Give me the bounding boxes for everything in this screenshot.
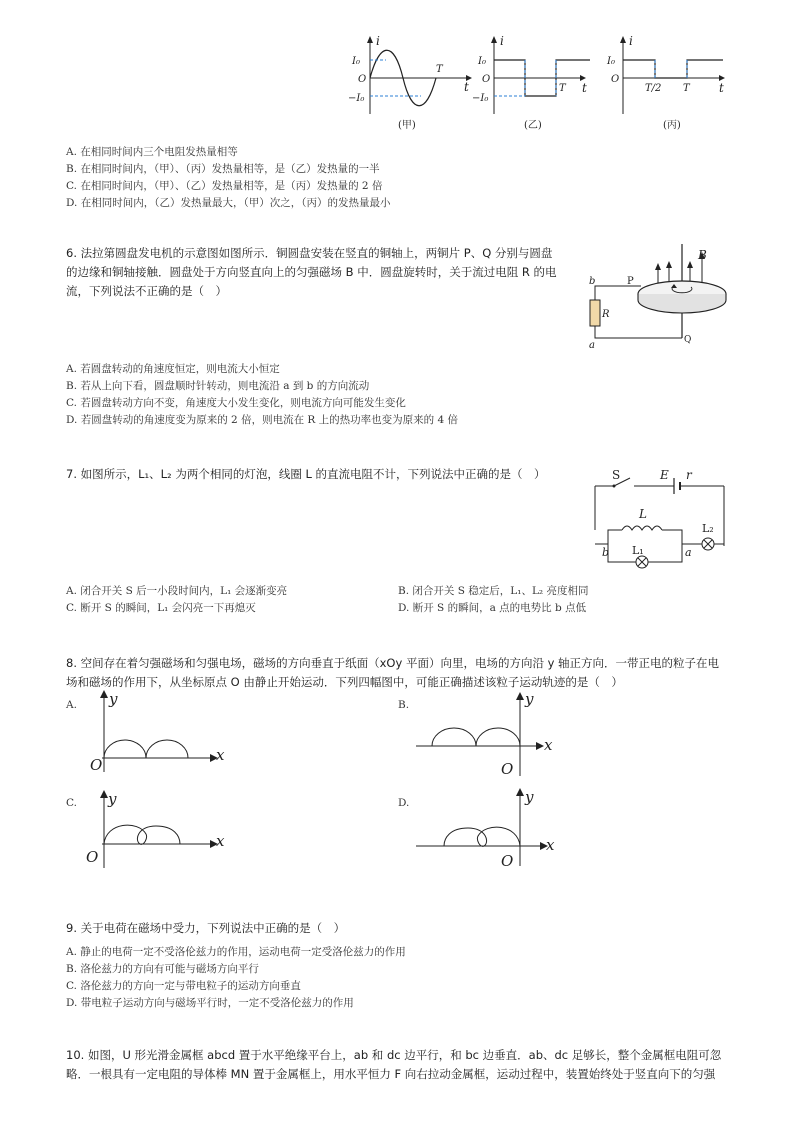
q6-option-b[interactable]: B. 若从上向下看，圆盘顺时针转动，则电流沿 a 到 b 的方向流动: [66, 380, 370, 392]
origin-label: O: [358, 74, 367, 85]
i0-label: I₀: [607, 56, 615, 67]
axis-x-label: x: [216, 746, 225, 764]
q5-option-d[interactable]: D. 在相同时间内，（乙）发热量最大，（甲）次之，（丙）的发热量最小: [66, 197, 391, 209]
q9-stem: 9. 关于电荷在磁场中受力，下列说法中正确的是（ ）: [66, 921, 346, 935]
q5-graph-jia: [348, 36, 478, 131]
q6-stem-line: 流，下列说法不正确的是（ ）: [66, 284, 227, 298]
neg-i0-label: −I₀: [348, 93, 365, 104]
contact-q-label: Q: [684, 335, 692, 345]
q10-stem: [66, 1046, 746, 1084]
axis-i-label: i: [376, 34, 380, 48]
inductor-l-label: L: [639, 507, 647, 521]
q6-option-c[interactable]: C. 若圆盘转动方向不变，角速度大小发生变化，则电流方向可能发生变化: [66, 397, 406, 409]
q6-figure-faraday-disk: [585, 244, 745, 354]
q8-option-a-label[interactable]: A.: [66, 699, 77, 711]
switch-s-label: S: [612, 468, 621, 482]
origin-label: O: [611, 74, 620, 85]
q8-option-a-trajectory[interactable]: [86, 690, 226, 775]
axis-x-label: x: [216, 832, 225, 850]
q6-stem-line: 的边缘和铜轴接触．圆盘处于方向竖直向上的匀强磁场 B 中．圆盘旋转时，关于流过电阻 R 的电: [66, 265, 557, 279]
q10-stem-line: 10. 如图，U 形光滑金属框 abcd 置于水平绝缘平台上，ab 和 dc 边平行，和 bc 边垂直．ab、dc 足够长，整个金属框电阻可忽: [66, 1048, 722, 1062]
q7-option-b[interactable]: B. 闭合开关 S 稳定后，L₁、L₂ 亮度相同: [398, 585, 589, 597]
lamp-l1-label: L₁: [632, 544, 644, 557]
graph-caption: (甲): [398, 120, 416, 131]
axis-t-label: t: [582, 81, 587, 95]
graph-caption: (丙): [663, 120, 681, 131]
point-b-label: b: [589, 276, 596, 287]
q6-stem: [66, 244, 576, 301]
i0-label: I₀: [478, 56, 486, 67]
origin-label: O: [482, 74, 491, 85]
q9-option-a[interactable]: A. 静止的电荷一定不受洛伦兹力的作用，运动电荷一定受洛伦兹力的作用: [66, 946, 406, 958]
period-label: T: [436, 64, 443, 75]
i0-label: I₀: [352, 56, 360, 67]
axis-i-label: i: [500, 34, 504, 48]
q10-stem-line: 略．一根具有一定电阻的导体棒 MN 置于金属框上，用水平恒力 F 向右拉动金属框，运动过程中，装置始终处于竖直向下的匀强: [66, 1067, 716, 1081]
q5-option-a[interactable]: A. 在相同时间内三个电阻发热量相等: [66, 146, 238, 158]
origin-label: O: [501, 760, 514, 778]
period-label: T: [559, 83, 566, 94]
origin-label: O: [501, 852, 514, 870]
axis-t-label: t: [719, 81, 724, 95]
half-period-label: T/2: [645, 83, 662, 94]
point-a-label: a: [589, 340, 595, 351]
lamp-l2-label: L₂: [702, 522, 714, 535]
q8-option-b-trajectory[interactable]: [414, 692, 564, 782]
point-b-label: b: [602, 546, 610, 559]
q8-option-c-trajectory[interactable]: [86, 790, 226, 870]
q6-option-a[interactable]: A. 若圆盘转动的角速度恒定，则电流大小恒定: [66, 363, 280, 375]
q8-option-c-label[interactable]: C.: [66, 797, 77, 809]
axis-i-label: i: [629, 34, 633, 48]
q5-options: [66, 144, 390, 212]
q7-option-d[interactable]: D. 断开 S 的瞬间，a 点的电势比 b 点低: [398, 602, 587, 614]
q6-option-d[interactable]: D. 若圆盘转动的角速度变为原来的 2 倍，则电流在 R 上的热功率也变为原来的 4 倍: [66, 414, 459, 426]
q8-stem-line: 场和磁场的作用下，从坐标原点 O 由静止开始运动．下列四幅图中，可能正确描述该粒子运动轨迹的是（ ）: [66, 675, 623, 689]
q9-option-c[interactable]: C. 洛伦兹力的方向一定与带电粒子的运动方向垂直: [66, 980, 301, 992]
q7-option-a[interactable]: A. 闭合开关 S 后一小段时间内，L₁ 会逐渐变亮: [66, 585, 288, 597]
q6-stem-line: 6. 法拉第圆盘发电机的示意图如图所示．铜圆盘安装在竖直的铜轴上，两铜片 P、Q 分别与圆盘: [66, 246, 553, 260]
q9-option-b[interactable]: B. 洛伦兹力的方向有可能与磁场方向平行: [66, 963, 259, 975]
resistor-r-label: R: [602, 309, 610, 320]
graph-caption: (乙): [524, 120, 542, 131]
neg-i0-label: −I₀: [472, 93, 489, 104]
q8-stem: [66, 654, 746, 692]
q8-option-d-trajectory[interactable]: [414, 788, 564, 868]
q8-option-b-label[interactable]: B.: [398, 699, 410, 711]
origin-label: O: [90, 756, 103, 774]
q9-options: [66, 944, 406, 1012]
axis-x-label: x: [544, 736, 553, 754]
q5-option-b[interactable]: B. 在相同时间内，（甲）、（丙）发热量相等，是（乙）发热量的一半: [66, 163, 380, 175]
q5-graph-bing: [605, 36, 735, 131]
axis-t-label: t: [464, 80, 469, 94]
q8-option-d-label[interactable]: D.: [398, 797, 410, 809]
contact-p-label: P: [627, 276, 634, 287]
q6-options: [66, 361, 458, 429]
q9-option-d[interactable]: D. 带电粒子运动方向与磁场平行时，一定不受洛伦兹力的作用: [66, 997, 354, 1009]
axis-y-label: y: [525, 788, 534, 806]
axis-y-label: y: [525, 690, 534, 708]
q7-stem: 7. 如图所示，L₁、L₂ 为两个相同的灯泡，线圈 L 的直流电阻不计，下列说法中正确的是（ ）: [66, 467, 546, 481]
axis-x-label: x: [546, 836, 555, 854]
emf-e-label: E: [660, 468, 669, 482]
q7-option-c[interactable]: C. 断开 S 的瞬间，L₁ 会闪亮一下再熄灭: [66, 602, 256, 614]
q8-stem-line: 8. 空间存在着匀强磁场和匀强电场，磁场的方向垂直于纸面（xOy 平面）向里，电场的方向沿 y 轴正方向．一带正电的粒子在电: [66, 656, 720, 670]
axis-y-label: y: [109, 690, 118, 708]
axis-y-label: y: [108, 790, 117, 808]
q5-option-c[interactable]: C. 在相同时间内，（甲）、（乙）发热量相等，是（丙）发热量的 2 倍: [66, 180, 383, 192]
period-label: T: [683, 83, 690, 94]
point-a-label: a: [685, 546, 692, 559]
q5-graph-yi: [472, 34, 593, 131]
field-b-label: B: [698, 248, 707, 262]
internal-r-label: r: [686, 468, 692, 482]
q7-figure-circuit: [590, 466, 730, 576]
origin-label: O: [86, 848, 99, 866]
